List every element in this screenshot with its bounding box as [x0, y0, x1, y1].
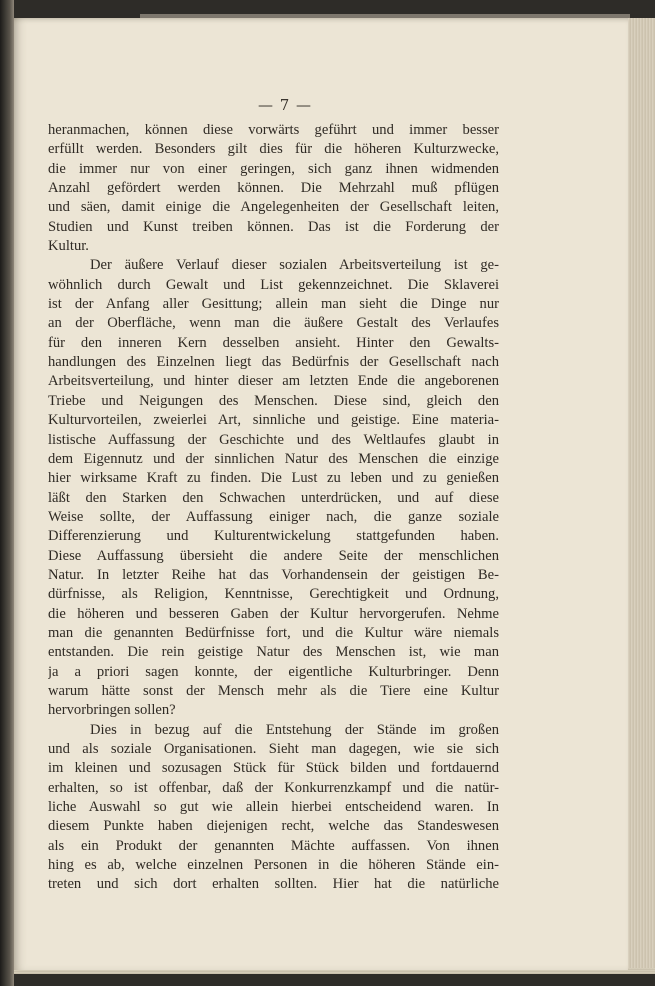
text-line: ja a priori sagen konnte, der eigentliche Kulturbringer. Denn [48, 663, 499, 680]
text-line: und als soziale Organisationen. Sieht man dagegen, wie sie sich [48, 741, 499, 757]
text-line: die immer nur von einer geringen, sich ganz ihnen widmenden [48, 160, 499, 177]
text-line: Anzahl gefördert werden können. Die Mehrzahl muß pflügen [48, 180, 499, 197]
text-line: ist der Anfang aller Gesittung; allein man sieht die Dinge nur [48, 296, 499, 313]
text-line: hervorbringen sollen? [48, 702, 176, 719]
text-line: an der Oberfläche, wenn man die äußere Gestalt des Verlaufes [48, 315, 499, 332]
body-text [48, 121, 499, 895]
text-line: handlungen des Einzelnen liegt das Bedürfnis der Gesellschaft nach [48, 354, 499, 371]
text-line: für den inneren Kern desselben ansieht. Hinter den Gewalts- [48, 334, 499, 351]
text-line: warum hätte sonst der Mensch mehr als die Tiere eine Kultur [48, 682, 499, 699]
text-line: hing es ab, welche einzelnen Personen in die höheren Stände ein- [48, 857, 499, 874]
text-line: als ein Produkt der genannten Mächte auffassen. Von ihnen [48, 837, 499, 854]
text-line: liche Auswahl so gut wie allein hierbei entscheidend waren. In [48, 799, 499, 816]
text-line: läßt den Starken den Schwachen unterdrücken, und auf diese [48, 489, 499, 506]
text-line: Kulturvorteilen, zweierlei Art, sinnliche und geistige. Eine materia- [48, 412, 499, 429]
text-line: Kultur. [48, 238, 89, 255]
text-line: dürfnisse, als Religion, Kenntnisse, Gerechtigkeit und Ordnung, [48, 586, 499, 603]
text-line: diesem Punkte haben diejenigen recht, welche das Standeswesen [48, 818, 499, 835]
text-line: Arbeitsverteilung, und hinter dieser am letzten Ende die angeborenen [48, 373, 499, 390]
text-line: Dies in bezug auf die Entstehung der Stände im großen [90, 721, 499, 738]
text-line: dem Eigennutz und der sinnlichen Natur des Menschen die einzige [48, 450, 499, 467]
text-line: Der äußere Verlauf dieser sozialen Arbeitsverteilung ist ge- [90, 257, 499, 274]
text-line: Diese Auffassung übersieht die andere Seite der menschlichen [48, 547, 499, 564]
text-line: im kleinen und sozusagen Stück für Stück bilden und fortdauernd [48, 760, 499, 777]
text-line: Studien und Kunst treiben können. Das ist die Forderung der [48, 218, 499, 235]
text-line: die höheren und besseren Gaben der Kultur hervorgerufen. Nehme [48, 605, 499, 622]
text-line: erhalten, so ist offenbar, daß der Konkurrenzkampf und die natür- [48, 779, 499, 796]
text-line: heranmachen, können diese vorwärts geführt und immer besser [48, 122, 499, 138]
text-line: erfüllt werden. Besonders gilt dies für die höheren Kulturzwecke, [48, 141, 499, 158]
text-line: Natur. In letzter Reihe hat das Vorhandensein der geistigen Be- [48, 566, 499, 583]
text-line: treten und sich dort erhalten sollten. Hier hat die natürliche [48, 876, 499, 893]
book-binding-edge [0, 0, 14, 986]
page-stack-edge [628, 18, 655, 973]
text-line: listische Auffassung der Geschichte und des Weltlaufes glaubt in [48, 431, 499, 448]
text-line: wöhnlich durch Gewalt und List gekennzeichnet. Die Sklaverei [48, 276, 499, 293]
text-line: man die genannten Bedürfnisse fort, und die Kultur wäre niemals [48, 624, 499, 641]
page-number: — 7 — [257, 96, 313, 114]
text-line: Differenzierung und Kulturentwickelung stattgefunden haben. [48, 528, 499, 545]
text-line: und säen, damit einige die Angelegenheiten der Gesellschaft leiten, [48, 199, 499, 216]
text-line: Triebe und Neigungen des Menschen. Diese sind, gleich den [48, 392, 499, 409]
text-line: entstanden. Die rein geistige Natur des Menschen ist, wie man [48, 644, 499, 661]
text-line: Weise sollte, der Auffassung einiger nach, die ganze soziale [48, 508, 499, 525]
text-line: hier wirksame Kraft zu finden. Die Lust zu leben und zu genießen [48, 470, 499, 487]
